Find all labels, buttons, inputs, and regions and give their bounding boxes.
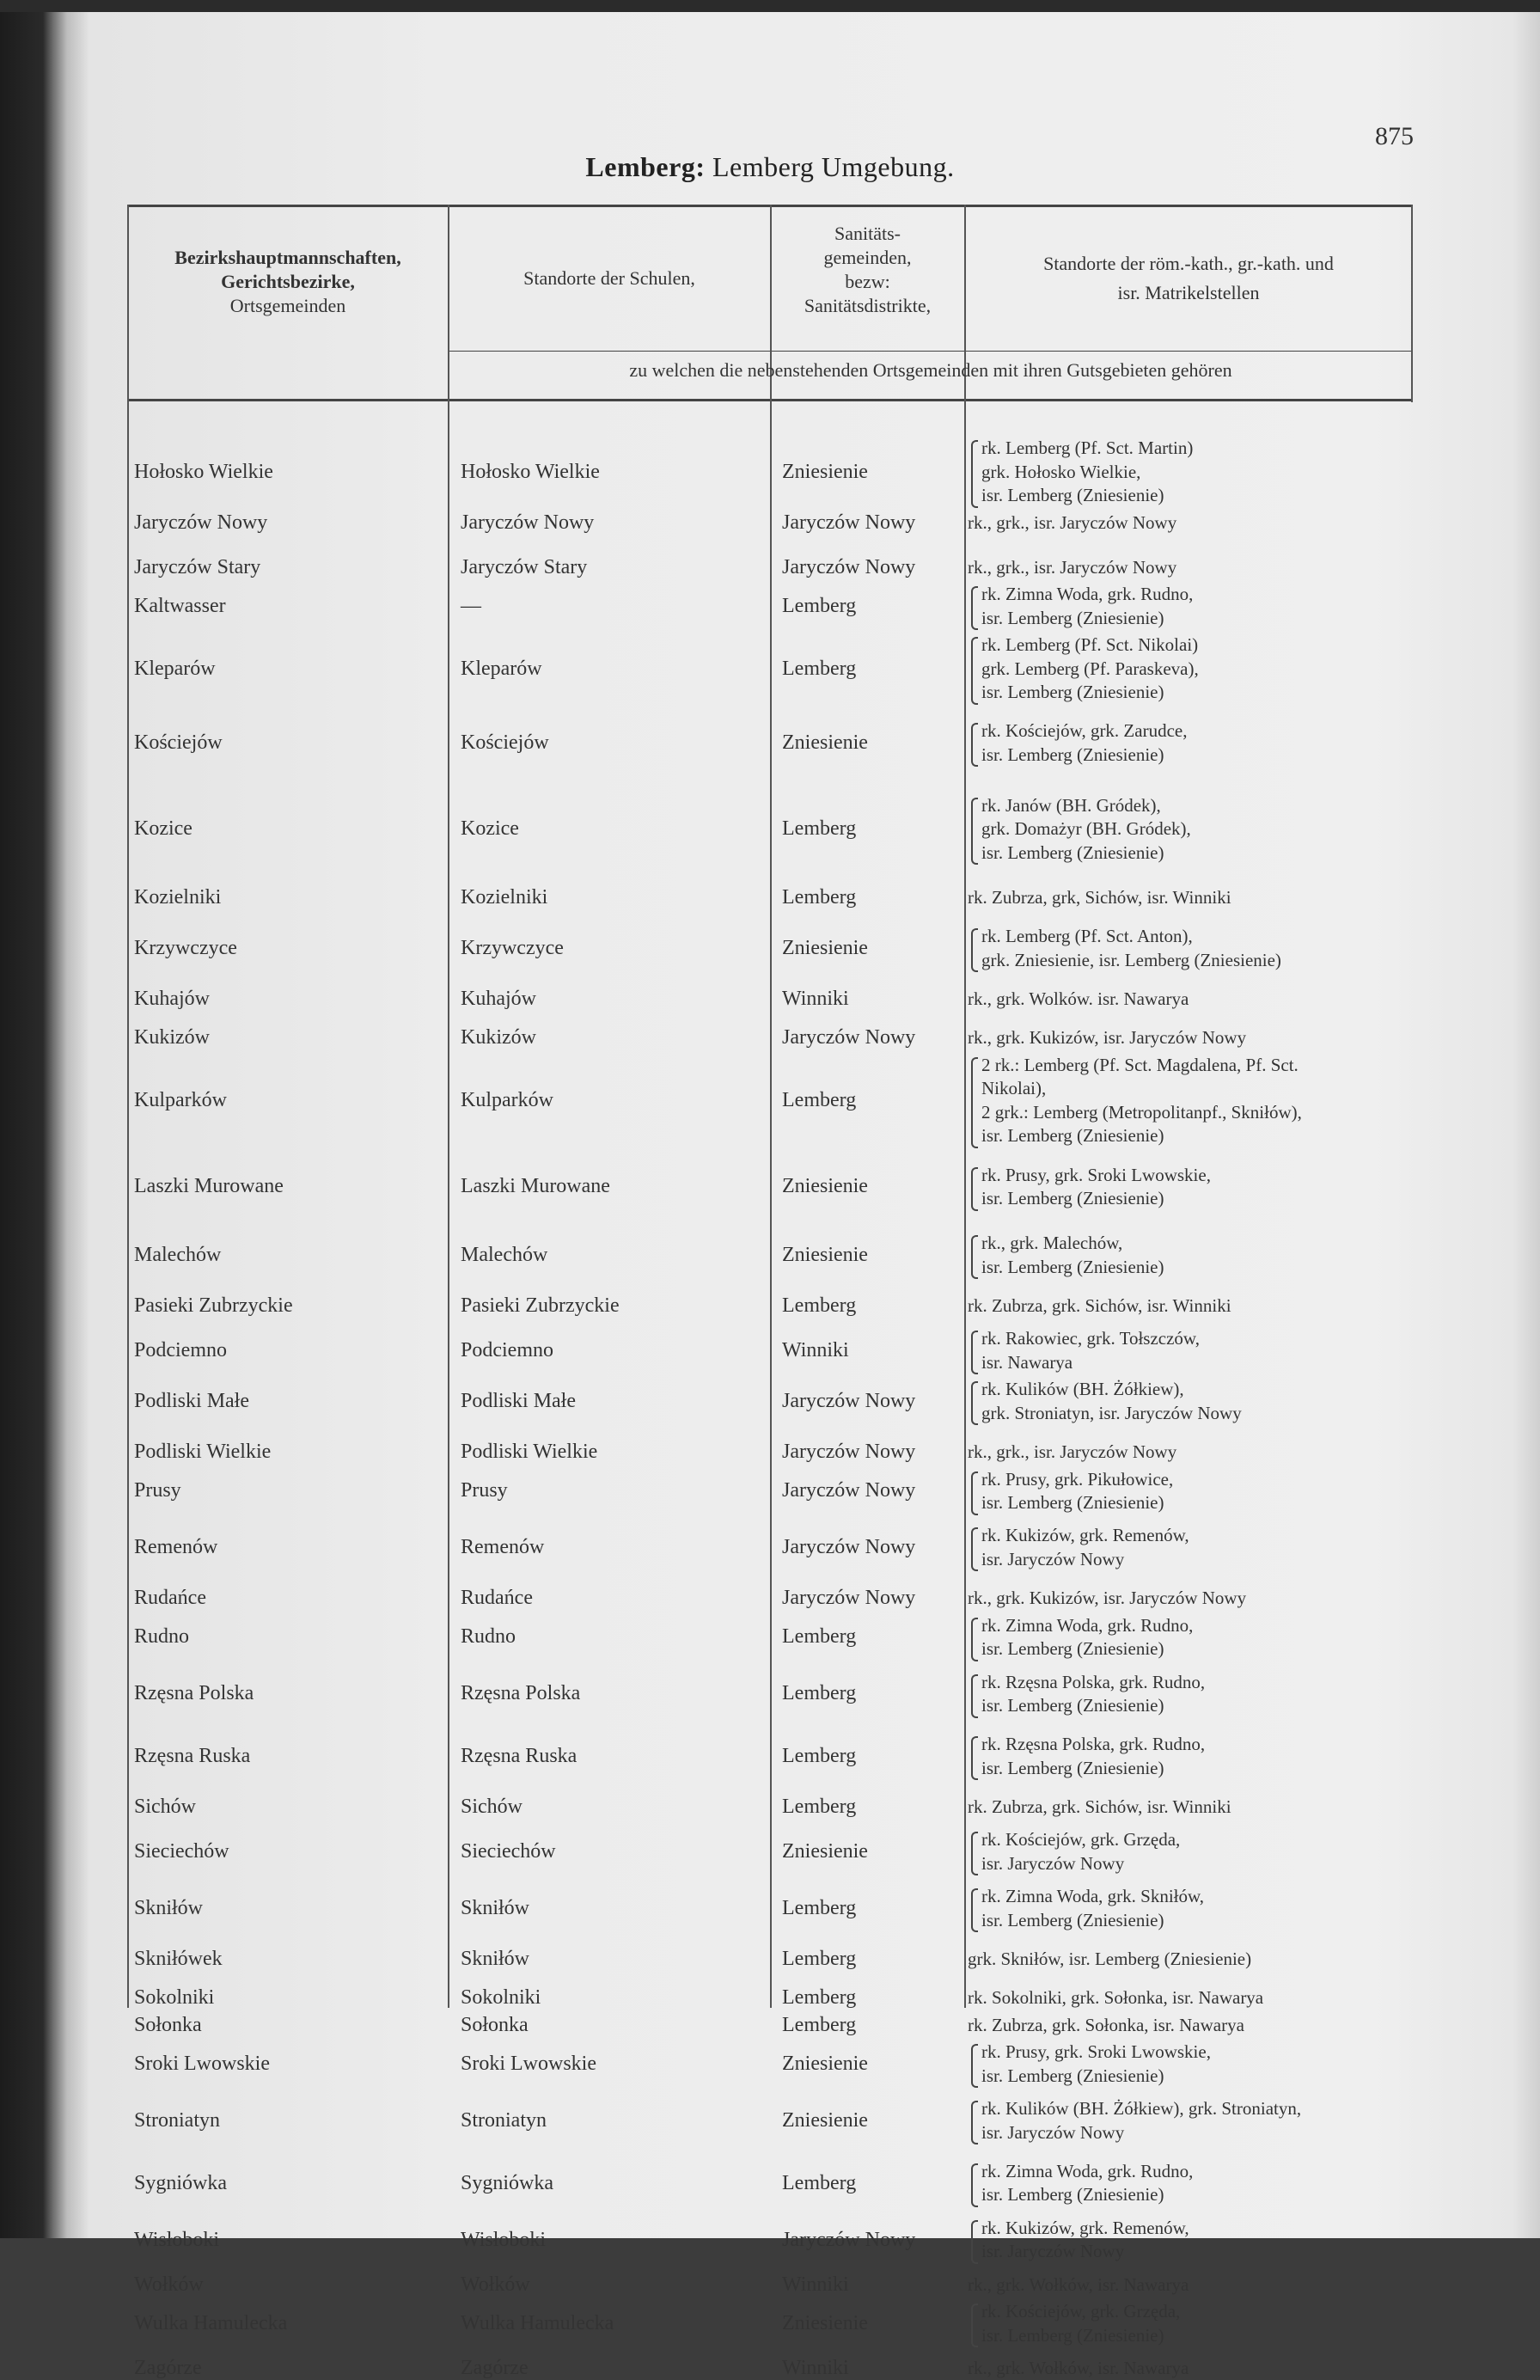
matrikel-line: rk. Kościejów, grk. Zarudce, [981,720,1188,742]
matrikel-line: isr. Lemberg (Zniesienie) [981,1492,1164,1513]
ortsgemeinde-cell: Kościejów [134,731,223,755]
col-rule-3 [770,205,772,2008]
sanitaetsgemeinde-cell: Lemberg [782,1682,857,1705]
sanitaetsgemeinde-cell: Lemberg [782,1948,857,1970]
matrikel-line: isr. Lemberg (Zniesienie) [981,743,1164,765]
brace-mark [971,1381,978,1425]
matrikel-line: grk. Lemberg (Pf. Paraskeva), [981,658,1199,679]
brace-mark [971,1832,978,1875]
brace-mark [971,1331,978,1374]
ortsgemeinde-cell: Krzywczyce [134,937,237,959]
schule-cell: Kuhajów [461,988,536,1010]
brace-mark [971,1888,978,1932]
matrikel-line: rk. Rakowiec, grk. Tołszczów, [981,1328,1200,1349]
brace-mark [971,798,978,866]
page-title-bold: Lemberg: [585,151,706,182]
matrikel-line: rk. Zubrza, grk. Sołonka, isr. Nawarya [968,2014,1244,2035]
matrikel-line: rk., grk. Wołków, isr. Nawarya [968,2273,1189,2295]
schule-cell: Podliski Małe [461,1390,577,1412]
matrikel-line: rk. Kulików (BH. Żółkiew), grk. Stroniatyn, [981,2098,1302,2120]
column-header-matrikel [966,249,1411,308]
sanitaetsgemeinde-cell: Lemberg [782,886,857,909]
matrikel-line: rk. Sokolniki, grk. Sołonka, isr. Nawarya [968,1987,1264,2009]
brace-mark [971,440,978,508]
brace-mark [971,2220,978,2264]
sanitaetsgemeinde-cell: Winniki [782,2357,849,2379]
matrikel-line: isr. Jaryczów Nowy [981,2241,1125,2262]
schule-cell: Sygniówka [461,2171,553,2194]
brace-mark [971,1618,978,1661]
ortsgemeinde-cell: Pasieki Zubrzyckie [134,1294,293,1317]
schule-cell: Wisłoboki [461,2228,547,2251]
brace-mark [971,1235,978,1279]
brace-mark [971,928,978,972]
matrikel-line: 2 grk.: Lemberg (Metropolitanpf., Skniłów), [981,1101,1302,1123]
sanitaetsgemeinde-cell: Lemberg [782,1796,857,1818]
matrikel-line: rk. Rzęsna Polska, grk. Rudno, [981,1734,1206,1755]
schule-cell: Malechów [461,1243,548,1266]
matrikel-line: isr. Lemberg (Zniesienie) [981,1125,1164,1147]
matrikel-line: isr. Jaryczów Nowy [981,1548,1125,1569]
matrikel-line: rk. Zubrza, grk. Sichów, isr. Winniki [968,1796,1231,1817]
ortsgemeinde-cell: Rzęsna Polska [134,1682,254,1705]
sanitaetsgemeinde-cell: Zniesienie [782,2053,868,2075]
sanitaetsgemeinde-cell: Lemberg [782,657,857,680]
sanitaetsgemeinde-cell: Lemberg [782,1294,857,1317]
schule-cell: Jaryczów Stary [461,555,588,578]
col4-line2: isr. Matrikelstellen [1117,282,1260,303]
col3-line4: Sanitätsdistrikte, [804,295,932,316]
matrikel-line: isr. Lemberg (Zniesienie) [981,2184,1164,2206]
ortsgemeinde-cell: Skniłówek [134,1948,223,1970]
schule-cell: Sołonka [461,2013,529,2036]
sanitaetsgemeinde-cell: Jaryczów Nowy [782,1441,916,1463]
brace-mark [971,723,978,767]
header-mid-rule [449,351,1413,352]
ortsgemeinde-cell: Prusy [134,1479,181,1502]
col-rule-1 [127,205,129,2008]
col3-line1: Sanitäts- [834,223,901,244]
sanitaetsgemeinde-cell: Lemberg [782,1897,857,1919]
matrikel-line: isr. Lemberg (Zniesienie) [981,1909,1164,1930]
col1-line1: Bezirkshauptmannschaften, [174,247,401,268]
matrikel-line: isr. Lemberg (Zniesienie) [981,607,1164,628]
schule-cell: Skniłów [461,1948,530,1970]
schule-cell: Skniłów [461,1897,530,1919]
col1-line3: Ortsgemeinden [229,295,346,316]
matrikel-line: rk. Kościejów, grk. Grzęda, [981,2301,1181,2322]
brace-mark [971,1057,978,1148]
ortsgemeinde-cell: Jaryczów Nowy [134,511,268,534]
schule-cell: Stroniatyn [461,2108,547,2132]
schule-cell: Sieciechów [461,1840,556,1863]
brace-mark [971,2163,978,2207]
matrikel-line: isr. Lemberg (Zniesienie) [981,1256,1164,1277]
matrikel-line: rk. Zimna Woda, grk. Skniłów, [981,1886,1205,1907]
schule-cell: Sokolniki [461,1986,541,2010]
matrikel-line: rk. Janów (BH. Gródek), [981,794,1161,816]
ortsgemeinde-cell: Kulparków [134,1089,227,1111]
matrikel-line: rk., grk., isr. Jaryczów Nowy [968,1441,1177,1462]
sanitaetsgemeinde-cell: Winniki [782,1339,849,1361]
ortsgemeinde-cell: Sroki Lwowskie [134,2053,270,2075]
sanitaetsgemeinde-cell: Zniesienie [782,2108,868,2132]
sanitaetsgemeinde-cell: Jaryczów Nowy [782,1536,916,1559]
schule-cell: Prusy [461,1479,508,1502]
col4-line1: Standorte der röm.-kath., gr.-kath. und [1043,253,1334,274]
matrikel-line: rk., grk. Wołków, isr. Nawarya [968,2358,1189,2378]
matrikel-line: isr. Lemberg (Zniesienie) [981,2324,1164,2346]
ortsgemeinde-cell: Kaltwasser [134,594,226,617]
schule-cell: Rudańce [461,1587,533,1610]
matrikel-line: isr. Jaryczów Nowy [981,1852,1125,1874]
matrikel-line: rk. Zimna Woda, grk. Rudno, [981,2160,1194,2181]
matrikel-line: isr. Lemberg (Zniesienie) [981,1188,1164,1208]
sanitaetsgemeinde-cell: Lemberg [782,594,857,617]
sanitaetsgemeinde-cell: Jaryczów Nowy [782,1479,916,1502]
ortsgemeinde-cell: Remenów [134,1536,218,1559]
col-rule-4 [964,205,966,2008]
matrikel-line: rk., grk. Wolków. isr. Nawarya [968,988,1189,1009]
matrikel-line: isr. Lemberg (Zniesienie) [981,841,1164,863]
matrikel-line: rk. Kulików (BH. Żółkiew), [981,1379,1184,1400]
schule-cell: Sroki Lwowskie [461,2053,596,2075]
page-number: 875 [1375,122,1414,150]
column-header-sanitaet [772,222,963,318]
brace-mark [971,1674,978,1718]
brace-mark [971,1471,978,1515]
schule-cell: Pasieki Zubrzyckie [461,1294,620,1317]
schule-cell: Remenów [461,1536,545,1559]
ortsgemeinde-cell: Sygniówka [134,2171,227,2194]
ortsgemeinde-cell: Kleparów [134,657,216,680]
ortsgemeinde-cell: Malechów [134,1243,222,1266]
ortsgemeinde-cell: Skniłów [134,1897,204,1919]
matrikel-line: rk. Lemberg (Pf. Sct. Nikolai) [981,634,1199,656]
brace-mark [971,586,978,630]
matrikel-line: rk. Rzęsna Polska, grk. Rudno, [981,1671,1206,1692]
col1-line2: Gerichtsbezirke, [221,271,355,292]
matrikel-line: rk. Kukizów, grk. Remenów, [981,1525,1189,1546]
brace-mark [971,1736,978,1780]
schule-cell: Kleparów [461,657,542,680]
ortsgemeinde-cell: Wisłoboki [134,2228,220,2251]
matrikel-line: rk. Zubrza, grk. Sichów, isr. Winniki [968,1294,1231,1316]
matrikel-line: rk. Zimna Woda, grk. Rudno, [981,584,1194,605]
matrikel-line: grk. Hołosko Wielkie, [981,461,1141,482]
matrikel-line: rk., grk. Malechów, [981,1233,1123,1254]
sanitaetsgemeinde-cell: Zniesienie [782,1175,868,1198]
schule-cell: Rzęsna Ruska [461,1745,578,1767]
ortsgemeinde-cell: Kozielniki [134,886,222,909]
schule-cell: Sichów [461,1796,522,1818]
matrikel-line: isr. Lemberg (Zniesienie) [981,1757,1164,1778]
matrikel-line: rk., grk. Kukizów, isr. Jaryczów Nowy [968,1027,1247,1049]
col3-line3: bezw: [845,271,890,292]
ortsgemeinde-cell: Sichów [134,1796,196,1818]
matrikel-line: rk., grk., isr. Jaryczów Nowy [968,556,1177,578]
matrikel-line: isr. Lemberg (Zniesienie) [981,682,1164,703]
schule-cell: Zagórze [461,2357,529,2379]
column-subheader: zu welchen die nebenstehenden Ortsgemeinden mit ihren Gutsgebieten gehören [629,359,1232,381]
ortsgemeinde-cell: Laszki Murowane [134,1175,284,1198]
sanitaetsgemeinde-cell: Jaryczów Nowy [782,511,916,534]
column-header-ortsgemeinden [129,246,447,318]
matrikel-line: grk. Stroniatyn, isr. Jaryczów Nowy [981,1402,1242,1423]
schule-cell: — [461,594,481,617]
schule-cell: Wulka Hamulecka [461,2311,614,2334]
ortsgemeinde-cell: Wulka Hamulecka [134,2311,288,2334]
matrikel-line: rk. Lemberg (Pf. Sct. Anton), [981,926,1193,947]
sanitaetsgemeinde-cell: Jaryczów Nowy [782,2228,916,2251]
matrikel-line: grk. Domażyr (BH. Gródek), [981,818,1191,840]
sanitaetsgemeinde-cell: Zniesienie [782,1840,868,1863]
matrikel-line: isr. Jaryczów Nowy [981,2121,1125,2143]
matrikel-line: rk. Zimna Woda, grk. Rudno, [981,1614,1194,1636]
sanitaetsgemeinde-cell: Winniki [782,2273,849,2296]
scan-top-edge [0,0,1540,12]
matrikel-line: rk. Lemberg (Pf. Sct. Martin) [981,437,1194,458]
brace-mark [971,637,978,705]
matrikel-line: rk. Zubrza, grk, Sichów, isr. Winniki [968,887,1231,908]
sanitaetsgemeinde-cell: Lemberg [782,1089,857,1111]
schule-cell: Kościejów [461,731,549,755]
sanitaetsgemeinde-cell: Zniesienie [782,2311,868,2334]
brace-mark [971,1527,978,1571]
sanitaetsgemeinde-cell: Jaryczów Nowy [782,1587,916,1610]
sanitaetsgemeinde-cell: Zniesienie [782,1243,868,1266]
schule-cell: Jaryczów Nowy [461,511,595,534]
schule-cell: Krzywczyce [461,937,564,959]
sanitaetsgemeinde-cell: Winniki [782,988,849,1010]
ortsgemeinde-cell: Wołków [134,2273,204,2296]
col2-label: Standorte der Schulen, [523,267,695,289]
matrikel-line: rk. Kościejów, grk. Grzęda, [981,1829,1181,1851]
gazetteer-table [127,205,1413,2379]
sanitaetsgemeinde-cell: Zniesienie [782,937,868,959]
schule-cell: Kozielniki [461,886,548,909]
matrikel-line: rk., grk. Kukizów, isr. Jaryczów Nowy [968,1588,1247,1609]
schule-cell: Laszki Murowane [461,1175,610,1198]
matrikel-line: isr. Lemberg (Zniesienie) [981,2065,1164,2086]
schule-cell: Kozice [461,817,519,841]
sanitaetsgemeinde-cell: Lemberg [782,2013,857,2036]
ortsgemeinde-cell: Sokolniki [134,1986,215,2010]
sanitaetsgemeinde-cell: Jaryczów Nowy [782,1026,916,1049]
brace-mark [971,1167,978,1211]
schule-cell: Wołków [461,2273,530,2296]
matrikel-line: rk. Kukizów, grk. Remenów, [981,2217,1189,2238]
ortsgemeinde-cell: Jaryczów Stary [134,555,261,578]
schule-cell: Podciemno [461,1339,553,1361]
ortsgemeinde-cell: Kozice [134,817,192,841]
matrikel-line: 2 rk.: Lemberg (Pf. Sct. Magdalena, Pf. Sct. [981,1054,1299,1075]
ortsgemeinde-cell: Rudno [134,1625,190,1649]
ortsgemeinde-cell: Kukizów [134,1026,210,1049]
ortsgemeinde-cell: Kuhajów [134,988,210,1010]
ortsgemeinde-cell: Stroniatyn [134,2108,220,2132]
ortsgemeinde-cell: Podliski Małe [134,1390,250,1412]
column-header-schulen [449,266,769,291]
matrikel-line: rk. Prusy, grk. Sroki Lwowskie, [981,2041,1211,2063]
page-title-rest: Lemberg Umgebung. [705,151,955,182]
ortsgemeinde-cell: Hołosko Wielkie [134,460,273,483]
matrikel-line: isr. Lemberg (Zniesienie) [981,485,1164,505]
schule-cell: Kulparków [461,1089,553,1111]
ortsgemeinde-cell: Rudańce [134,1587,206,1610]
ortsgemeinde-cell: Sieciechów [134,1840,229,1863]
ortsgemeinde-cell: Rzęsna Ruska [134,1745,251,1767]
matrikel-line: grk. Skniłów, isr. Lemberg (Zniesienie) [968,1949,1252,1969]
ortsgemeinde-cell: Sołonka [134,2013,202,2036]
col-rule-2 [448,205,449,2008]
matrikel-line: isr. Lemberg (Zniesienie) [981,1695,1164,1716]
page-title [0,151,1540,183]
sanitaetsgemeinde-cell: Jaryczów Nowy [782,1390,916,1412]
schule-cell: Podliski Wielkie [461,1441,598,1463]
col3-line2: gemeinden, [823,247,912,268]
matrikel-line: rk., grk., isr. Jaryczów Nowy [968,511,1177,533]
matrikel-line: rk. Prusy, grk. Sroki Lwowskie, [981,1164,1211,1185]
matrikel-line: isr. Lemberg (Zniesienie) [981,1638,1164,1660]
sanitaetsgemeinde-cell: Lemberg [782,2171,857,2194]
brace-mark [971,2304,978,2347]
brace-mark [971,2044,978,2088]
schule-cell: Hołosko Wielkie [461,460,600,483]
schule-cell: Rzęsna Polska [461,1682,581,1705]
ortsgemeinde-cell: Zagórze [134,2357,202,2379]
schule-cell: Rudno [461,1625,516,1649]
sanitaetsgemeinde-cell: Lemberg [782,1745,857,1767]
sanitaetsgemeinde-cell: Lemberg [782,1625,857,1649]
ortsgemeinde-cell: Podciemno [134,1339,227,1361]
sanitaetsgemeinde-cell: Zniesienie [782,731,868,755]
schule-cell: Kukizów [461,1026,536,1049]
matrikel-line: Nikolai), [981,1078,1047,1099]
brace-mark [971,2101,978,2144]
ortsgemeinde-cell: Podliski Wielkie [134,1441,272,1463]
sanitaetsgemeinde-cell: Jaryczów Nowy [782,555,916,578]
matrikel-line: grk. Zniesienie, isr. Lemberg (Zniesienie) [981,949,1281,970]
matrikel-line: isr. Nawarya [981,1351,1073,1373]
sanitaetsgemeinde-cell: Zniesienie [782,460,868,483]
sanitaetsgemeinde-cell: Lemberg [782,1986,857,2010]
sanitaetsgemeinde-cell: Lemberg [782,817,857,841]
matrikel-line: rk. Prusy, grk. Pikułowice, [981,1468,1174,1490]
